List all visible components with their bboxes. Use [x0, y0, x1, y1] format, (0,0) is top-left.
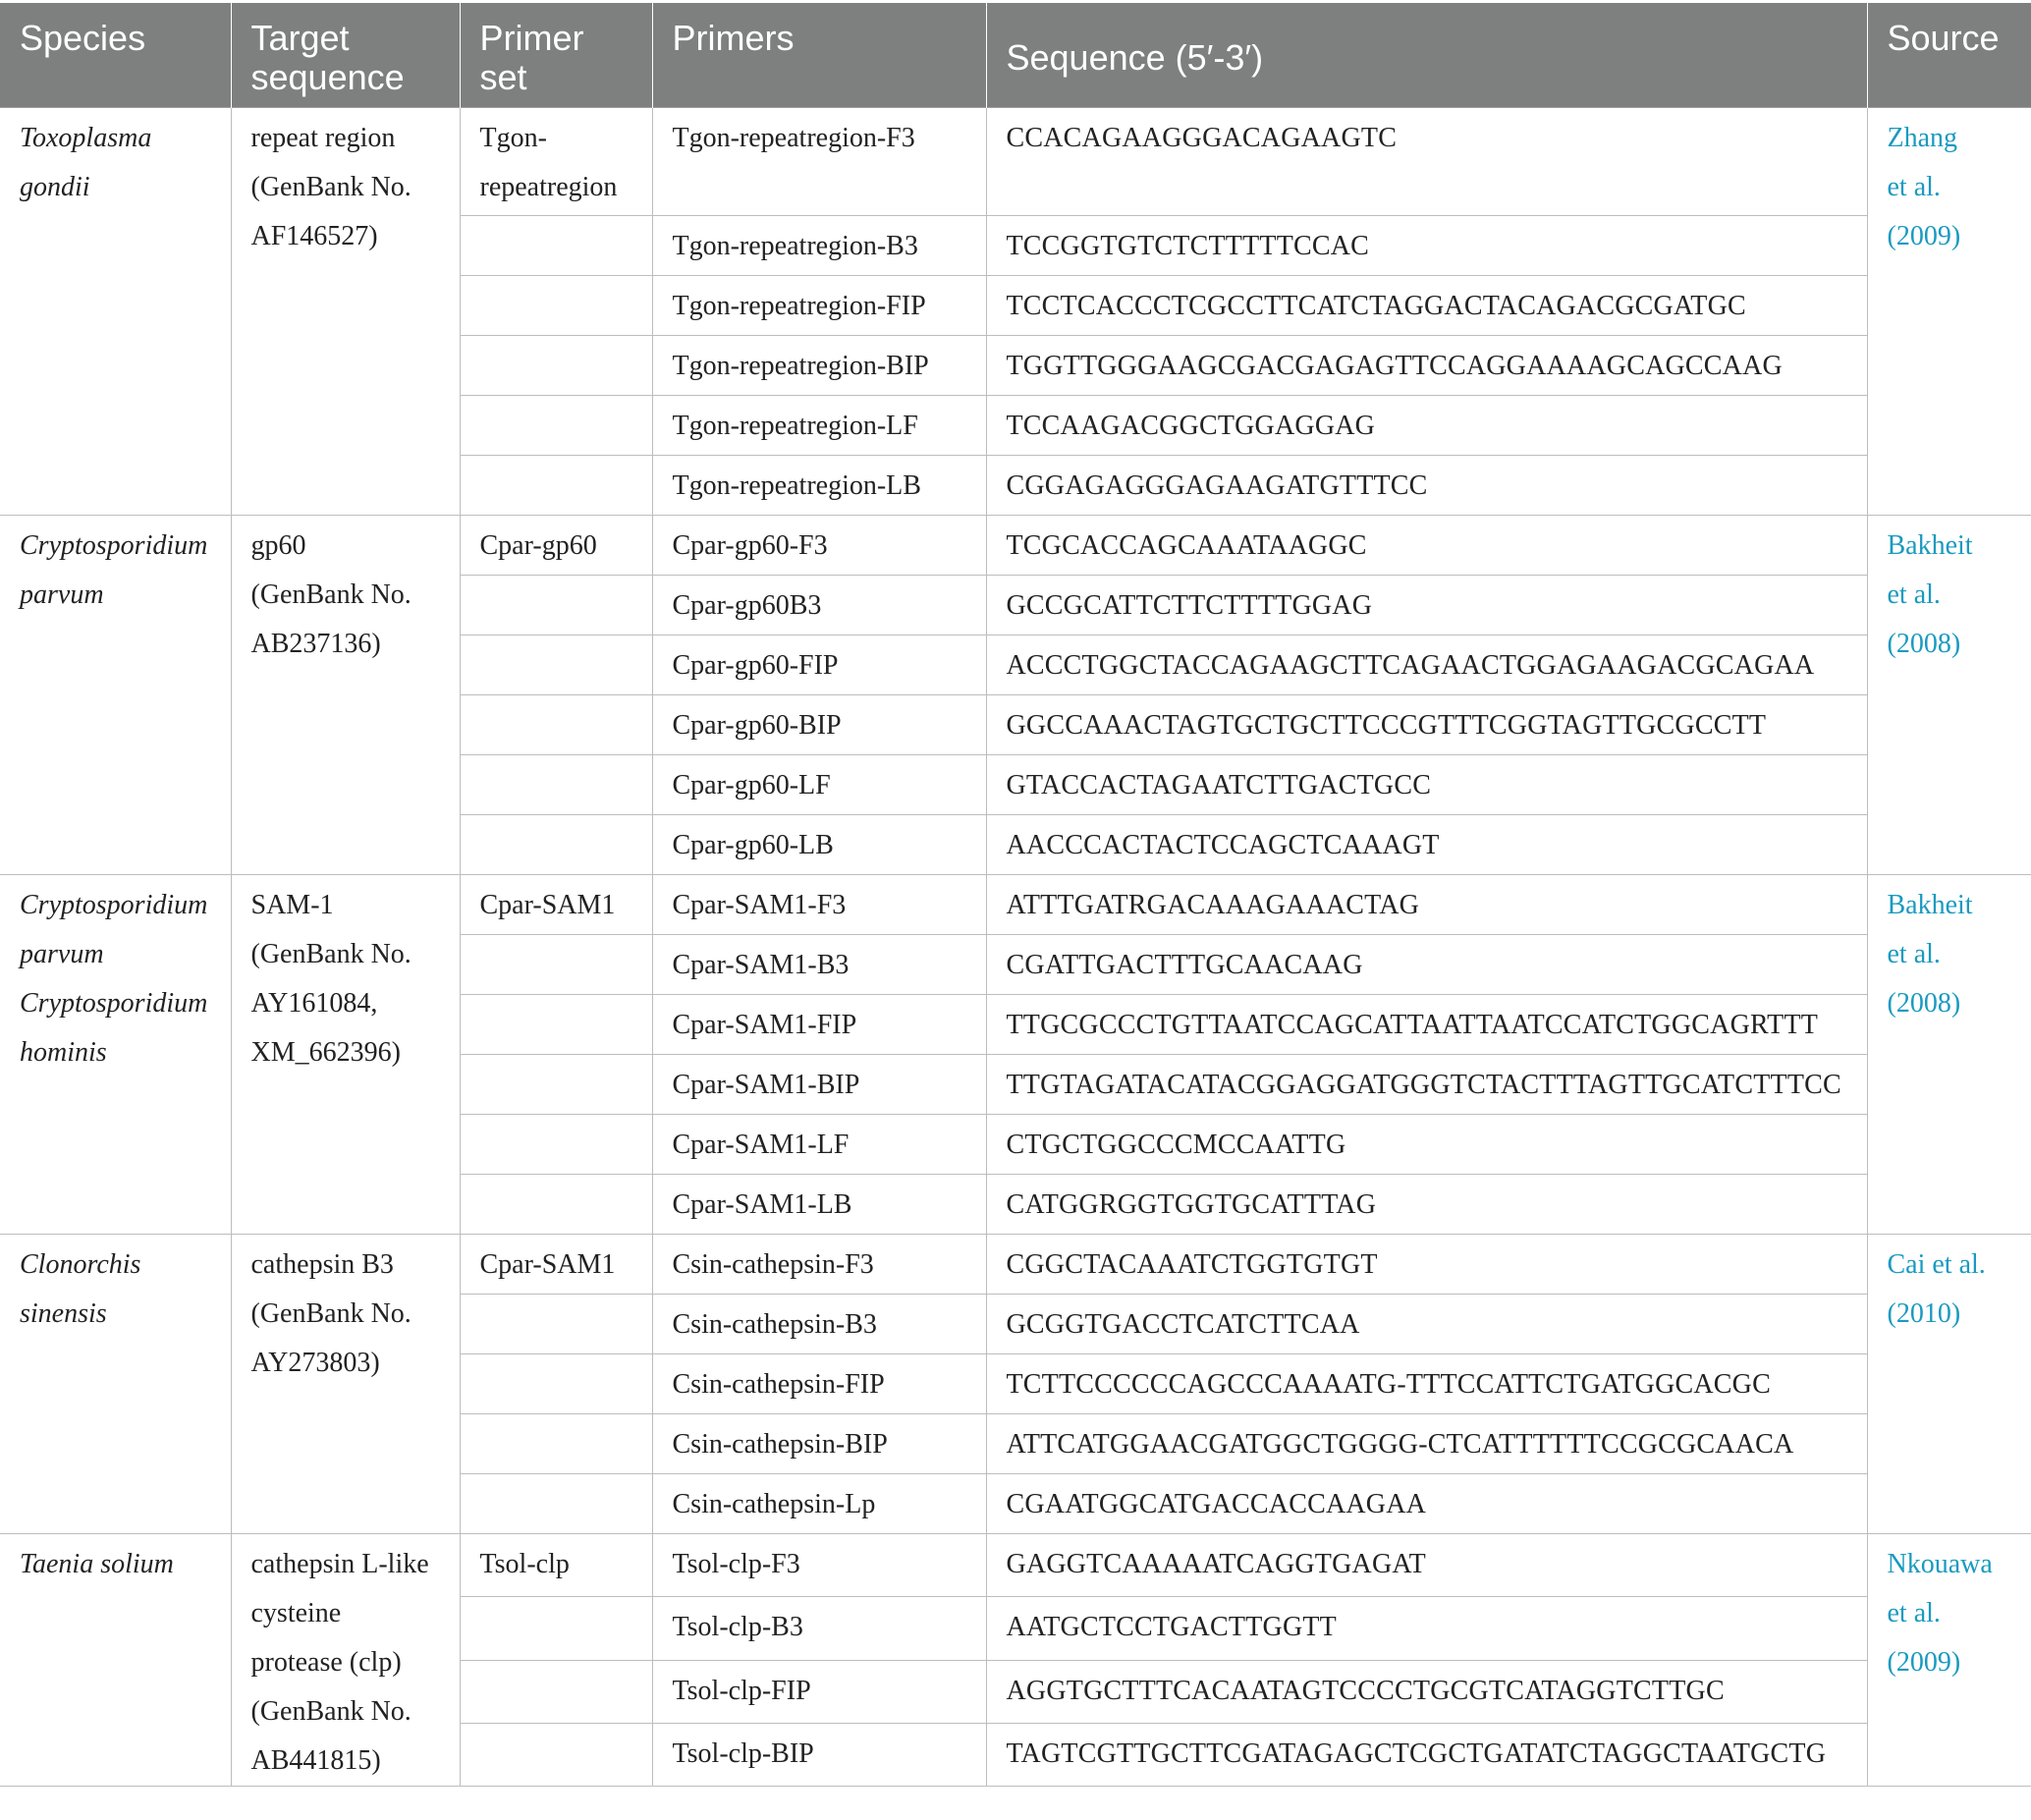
primer-sequence-cell: CGATTGACTTTGCAACAAG: [986, 935, 1867, 995]
primer-set-cell: [460, 1115, 652, 1175]
header-sequence: Sequence (5′-3′): [986, 3, 1867, 108]
primer-set-cell: Tsol-clp: [460, 1534, 652, 1597]
primer-name-cell: Cpar-SAM1-LF: [652, 1115, 986, 1175]
primer-set-cell: [460, 935, 652, 995]
primer-name-cell: Csin-cathepsin-F3: [652, 1235, 986, 1295]
primer-name-cell: Cpar-gp60-BIP: [652, 695, 986, 755]
primer-sequence-cell: GCCGCATTCTTCTTTTGGAG: [986, 576, 1867, 635]
primer-set-cell: [460, 1414, 652, 1474]
primer-set-cell: [460, 815, 652, 875]
primer-sequence-cell: TTGTAGATACATACGGAGGATGGGTCTACTTTAGTTGCATCTTTCC: [986, 1055, 1867, 1115]
primer-set-cell: [460, 1055, 652, 1115]
table-row: [0, 1235, 2031, 1295]
primer-sequence-cell: TGGTTGGGAAGCGACGAGAGTTCCAGGAAAAGCAGCCAAG: [986, 336, 1867, 396]
primer-sequence-cell: GTACCACTAGAATCTTGACTGCC: [986, 755, 1867, 815]
primer-sequence-cell: AACCCACTACTCCAGCTCAAAGT: [986, 815, 1867, 875]
primer-sequence-cell: ACCCTGGCTACCAGAAGCTTCAGAACTGGAGAAGACGCAGAA: [986, 635, 1867, 695]
table-row: [0, 108, 2031, 216]
header-primer-set: Primer set: [460, 3, 652, 108]
primer-sequence-cell: CATGGRGGTGGTGCATTTAG: [986, 1175, 1867, 1235]
species-cell: Clonorchis sinensis: [0, 1235, 231, 1534]
header-source: Source: [1867, 3, 2031, 108]
primer-set-cell: [460, 276, 652, 336]
primer-name-cell: Cpar-gp60-F3: [652, 516, 986, 576]
primer-sequence-cell: TCCGGTGTCTCTTTTTCCAC: [986, 216, 1867, 276]
primer-name-cell: Cpar-gp60-FIP: [652, 635, 986, 695]
primer-name-cell: Tgon-repeatregion-BIP: [652, 336, 986, 396]
primer-name-cell: Csin-cathepsin-Lp: [652, 1474, 986, 1534]
primer-sequence-cell: CTGCTGGCCCMCCAATTG: [986, 1115, 1867, 1175]
primer-sequence-cell: TCGCACCAGCAAATAAGGC: [986, 516, 1867, 576]
primer-set-cell: [460, 635, 652, 695]
primer-sequence-cell: CCACAGAAGGGACAGAAGTC: [986, 108, 1867, 216]
primer-sequence-cell: CGGAGAGGGAGAAGATGTTTCC: [986, 456, 1867, 516]
primer-name-cell: Cpar-SAM1-F3: [652, 875, 986, 935]
source-citation-link[interactable]: Zhang et al. (2009): [1867, 108, 2031, 516]
primer-set-cell: [460, 456, 652, 516]
primer-set-cell: [460, 396, 652, 456]
primer-name-cell: Cpar-gp60B3: [652, 576, 986, 635]
source-citation-link[interactable]: Cai et al. (2010): [1867, 1235, 2031, 1534]
species-cell: Taenia solium: [0, 1534, 231, 1787]
primer-name-cell: Cpar-gp60-LF: [652, 755, 986, 815]
primer-name-cell: Tgon-repeatregion-LB: [652, 456, 986, 516]
source-citation-link[interactable]: Nkouawa et al. (2009): [1867, 1534, 2031, 1787]
primer-sequence-cell: GAGGTCAAAAATCAGGTGAGAT: [986, 1534, 1867, 1597]
table-row: [0, 875, 2031, 935]
primer-sequence-cell: CGGCTACAAATCTGGTGTGT: [986, 1235, 1867, 1295]
primer-sequence-cell: AGGTGCTTTCACAATAGTCCCCTGCGTCATAGGTCTTGC: [986, 1660, 1867, 1723]
primer-name-cell: Tsol-clp-BIP: [652, 1723, 986, 1786]
source-citation-link[interactable]: Bakheit et al. (2008): [1867, 516, 2031, 875]
header-target-sequence: Target sequence: [231, 3, 460, 108]
primer-sequence-cell: TCCTCACCCTCGCCTTCATCTAGGACTACAGACGCGATGC: [986, 276, 1867, 336]
table-row: [0, 516, 2031, 576]
header-primers: Primers: [652, 3, 986, 108]
primer-set-cell: [460, 336, 652, 396]
primer-name-cell: Tgon-repeatregion-B3: [652, 216, 986, 276]
primer-set-cell: Tgon- repeatregion: [460, 108, 652, 216]
primer-set-cell: [460, 216, 652, 276]
primer-set-cell: [460, 1175, 652, 1235]
species-cell: Cryptosporidium parvum: [0, 516, 231, 875]
primer-set-cell: [460, 576, 652, 635]
target-sequence-cell: cathepsin L-like cysteine protease (clp) (GenBank No. AB441815): [231, 1534, 460, 1787]
table-header: [0, 3, 2031, 108]
primer-set-cell: [460, 1660, 652, 1723]
source-citation-link[interactable]: Bakheit et al. (2008): [1867, 875, 2031, 1235]
primer-set-cell: [460, 1723, 652, 1786]
primer-sequence-cell: GGCCAAACTAGTGCTGCTTCCCGTTTCGGTAGTTGCGCCTT: [986, 695, 1867, 755]
table-body: [0, 108, 2031, 1787]
primer-name-cell: Tgon-repeatregion-FIP: [652, 276, 986, 336]
primer-set-cell: Cpar-SAM1: [460, 1235, 652, 1295]
header-species: Species: [0, 3, 231, 108]
target-sequence-cell: repeat region (GenBank No. AF146527): [231, 108, 460, 516]
primer-sequence-cell: CGAATGGCATGACCACCAAGAA: [986, 1474, 1867, 1534]
primer-set-cell: [460, 1295, 652, 1354]
primer-set-cell: Cpar-SAM1: [460, 875, 652, 935]
primer-set-cell: Cpar-gp60: [460, 516, 652, 576]
primer-name-cell: Cpar-SAM1-B3: [652, 935, 986, 995]
target-sequence-cell: gp60 (GenBank No. AB237136): [231, 516, 460, 875]
primer-set-cell: [460, 1597, 652, 1660]
primer-sequence-cell: TCCAAGACGGCTGGAGGAG: [986, 396, 1867, 456]
primer-name-cell: Tsol-clp-F3: [652, 1534, 986, 1597]
primer-name-cell: Cpar-gp60-LB: [652, 815, 986, 875]
primer-name-cell: Cpar-SAM1-FIP: [652, 995, 986, 1055]
table-row: [0, 1534, 2031, 1597]
primer-set-cell: [460, 755, 652, 815]
primer-name-cell: Tsol-clp-FIP: [652, 1660, 986, 1723]
species-cell: Toxoplasma gondii: [0, 108, 231, 516]
primer-set-cell: [460, 995, 652, 1055]
primer-set-cell: [460, 1354, 652, 1414]
primer-sequence-cell: AATGCTCCTGACTTGGTT: [986, 1597, 1867, 1660]
primer-name-cell: Csin-cathepsin-B3: [652, 1295, 986, 1354]
primer-table: [0, 3, 2031, 1787]
primer-name-cell: Cpar-SAM1-LB: [652, 1175, 986, 1235]
primer-name-cell: Tgon-repeatregion-F3: [652, 108, 986, 216]
primer-sequence-cell: GCGGTGACCTCATCTTCAA: [986, 1295, 1867, 1354]
target-sequence-cell: cathepsin B3 (GenBank No. AY273803): [231, 1235, 460, 1534]
primer-name-cell: Csin-cathepsin-FIP: [652, 1354, 986, 1414]
species-cell: Cryptosporidium parvum Cryptosporidium hominis: [0, 875, 231, 1235]
primer-set-cell: [460, 1474, 652, 1534]
primer-name-cell: Cpar-SAM1-BIP: [652, 1055, 986, 1115]
primer-name-cell: Tgon-repeatregion-LF: [652, 396, 986, 456]
primer-set-cell: [460, 695, 652, 755]
primer-name-cell: Csin-cathepsin-BIP: [652, 1414, 986, 1474]
primer-name-cell: Tsol-clp-B3: [652, 1597, 986, 1660]
target-sequence-cell: SAM-1 (GenBank No. AY161084, XM_662396): [231, 875, 460, 1235]
primer-sequence-cell: ATTTGATRGACAAAGAAACTAG: [986, 875, 1867, 935]
primer-sequence-cell: TCTTCCCCCCAGCCCAAAATG-TTTCCATTCTGATGGCACGC: [986, 1354, 1867, 1414]
primer-sequence-cell: ATTCATGGAACGATGGCTGGGG-CTCATTTTTTCCGCGCAACA: [986, 1414, 1867, 1474]
primer-sequence-cell: TTGCGCCCTGTTAATCCAGCATTAATTAATCCATCTGGCAGRTTT: [986, 995, 1867, 1055]
primer-sequence-cell: TAGTCGTTGCTTCGATAGAGCTCGCTGATATCTAGGCTAATGCTG: [986, 1723, 1867, 1786]
